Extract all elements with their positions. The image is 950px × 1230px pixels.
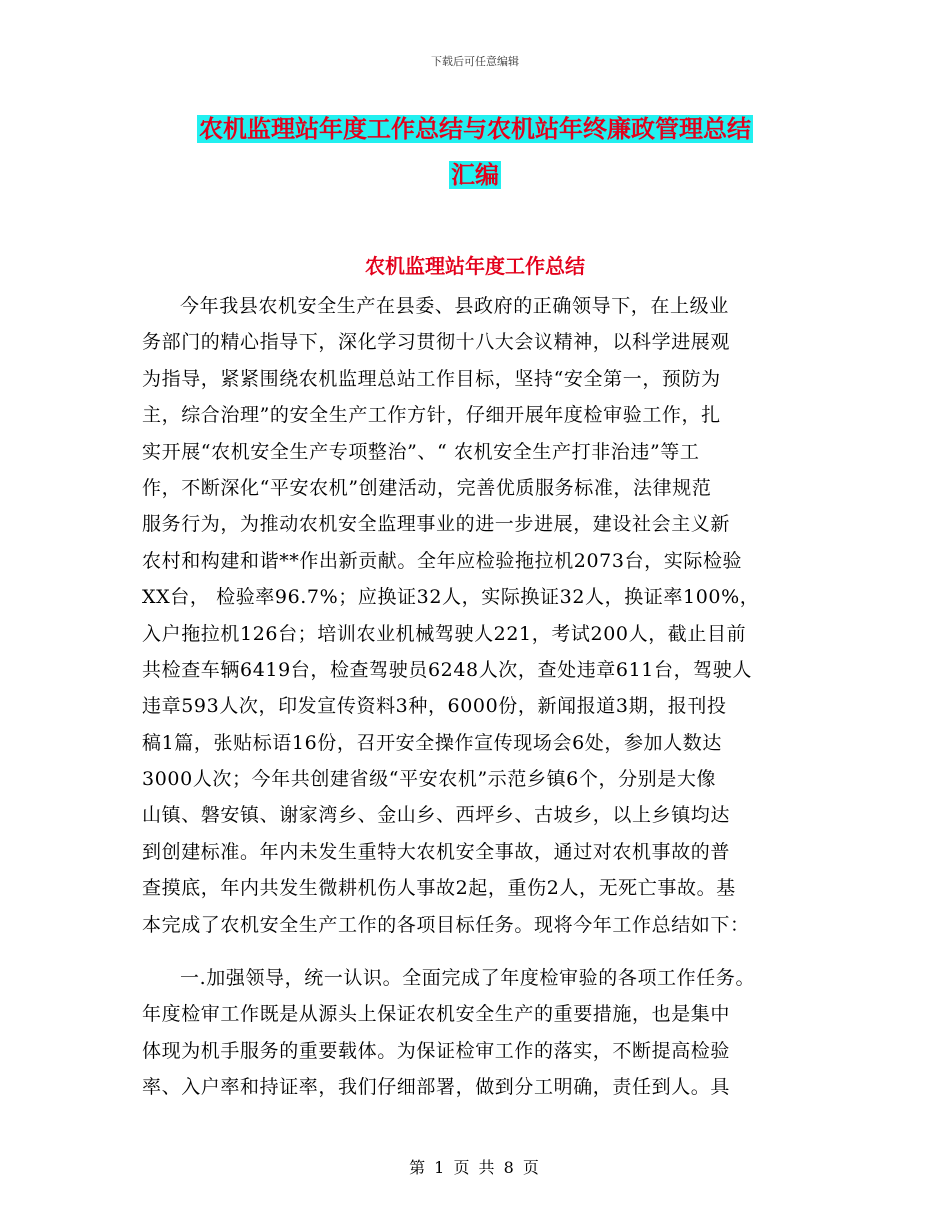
paragraph-line: 查摸底，年内共发生微耕机伤人事故2起，重伤2人，无死亡事故。基 — [142, 877, 736, 900]
paragraph-line: 务部门的精心指导下，深化学习贯彻十八大会议精神，以科学进展观 — [142, 331, 731, 354]
paragraph-line: 共检查车辆6419台，检查驾驶员6248人次，查处违章611台，驾驶人 — [142, 658, 752, 681]
paragraph-line: 今年我县农机安全生产在县委、县政府的正确领导下，在上级业 — [180, 295, 729, 317]
document-title-line-1 — [0, 110, 950, 148]
paragraph-line: XX台， 检验率96.7%；应换证32人，实际换证32人，换证率100%， — [142, 586, 760, 609]
header-note: 下载后可任意编辑 — [431, 55, 519, 68]
paragraph-line: 入户拖拉机126台；培训农业机械驾驶人221，考试200人，截止目前 — [142, 622, 747, 645]
document-title-text-2: 汇编 — [451, 161, 499, 189]
document-title-text-1: 农机监理站年度工作总结与农机站年终廉政管理总结 — [199, 115, 751, 143]
paragraph-line: 作，不断深化“平安农机”创建活动，完善优质服务标准，法律规范 — [142, 476, 712, 499]
paragraph-line: 体现为机手服务的重要载体。为保证检审工作的落实，不断提高检验 — [142, 1039, 731, 1062]
paragraph-line: 稿1篇，张贴标语16份，召开安全操作宣传现场会6处，参加人数达 — [142, 731, 722, 754]
paragraph-line: 山镇、磐安镇、谢家湾乡、金山乡、西坪乡、古坡乡，以上乡镇均达 — [142, 804, 731, 827]
paragraph-line: 本完成了农机安全生产工作的各项目标任务。现将今年工作总结如下： — [142, 913, 750, 936]
paragraph-line: 实开展“农机安全生产专项整治”、“ 农机安全生产打非治违”等工 — [142, 440, 700, 463]
paragraph-line: 3000人次；今年共创建省级“平安农机”示范乡镇6个，分别是大像 — [142, 768, 717, 791]
paragraph-line: 到创建标准。年内未发生重特大农机安全事故，通过对农机事故的普 — [142, 840, 731, 863]
paragraph-line: 服务行为，为推动农机安全监理事业的进一步进展，建设社会主义新 — [142, 513, 731, 536]
paragraph-line: 违章593人次，印发宣传资料3种，6000份，新闻报道3期，报刊投 — [142, 695, 727, 718]
paragraph-line: 主，综合治理”的安全生产工作方针，仔细开展年度检审验工作，扎 — [142, 404, 721, 427]
paragraph-2 — [142, 960, 822, 1106]
paragraph-line: 年度检审工作既是从源头上保证农机安全生产的重要措施，也是集中 — [142, 1003, 731, 1026]
paragraph-line: 率、入户率和持证率，我们仔细部署，做到分工明确，责任到人。具 — [142, 1076, 731, 1099]
paragraph-line: 一.加强领导，统一认识。全面完成了年度检审验的各项工作任务。 — [180, 967, 756, 989]
page-number-footer: 第 1 页 共 8 页 — [409, 1158, 541, 1177]
paragraph-line: 农村和构建和谐**作出新贡献。全年应检验拖拉机2073台，实际检验 — [142, 549, 743, 572]
paragraph-line: 为指导，紧紧围绕农机监理总站工作目标，坚持“安全第一，预防为 — [142, 367, 721, 390]
document-title-line-2 — [0, 156, 950, 194]
section-heading: 农机监理站年度工作总结 — [365, 254, 585, 278]
paragraph-1 — [142, 288, 822, 943]
